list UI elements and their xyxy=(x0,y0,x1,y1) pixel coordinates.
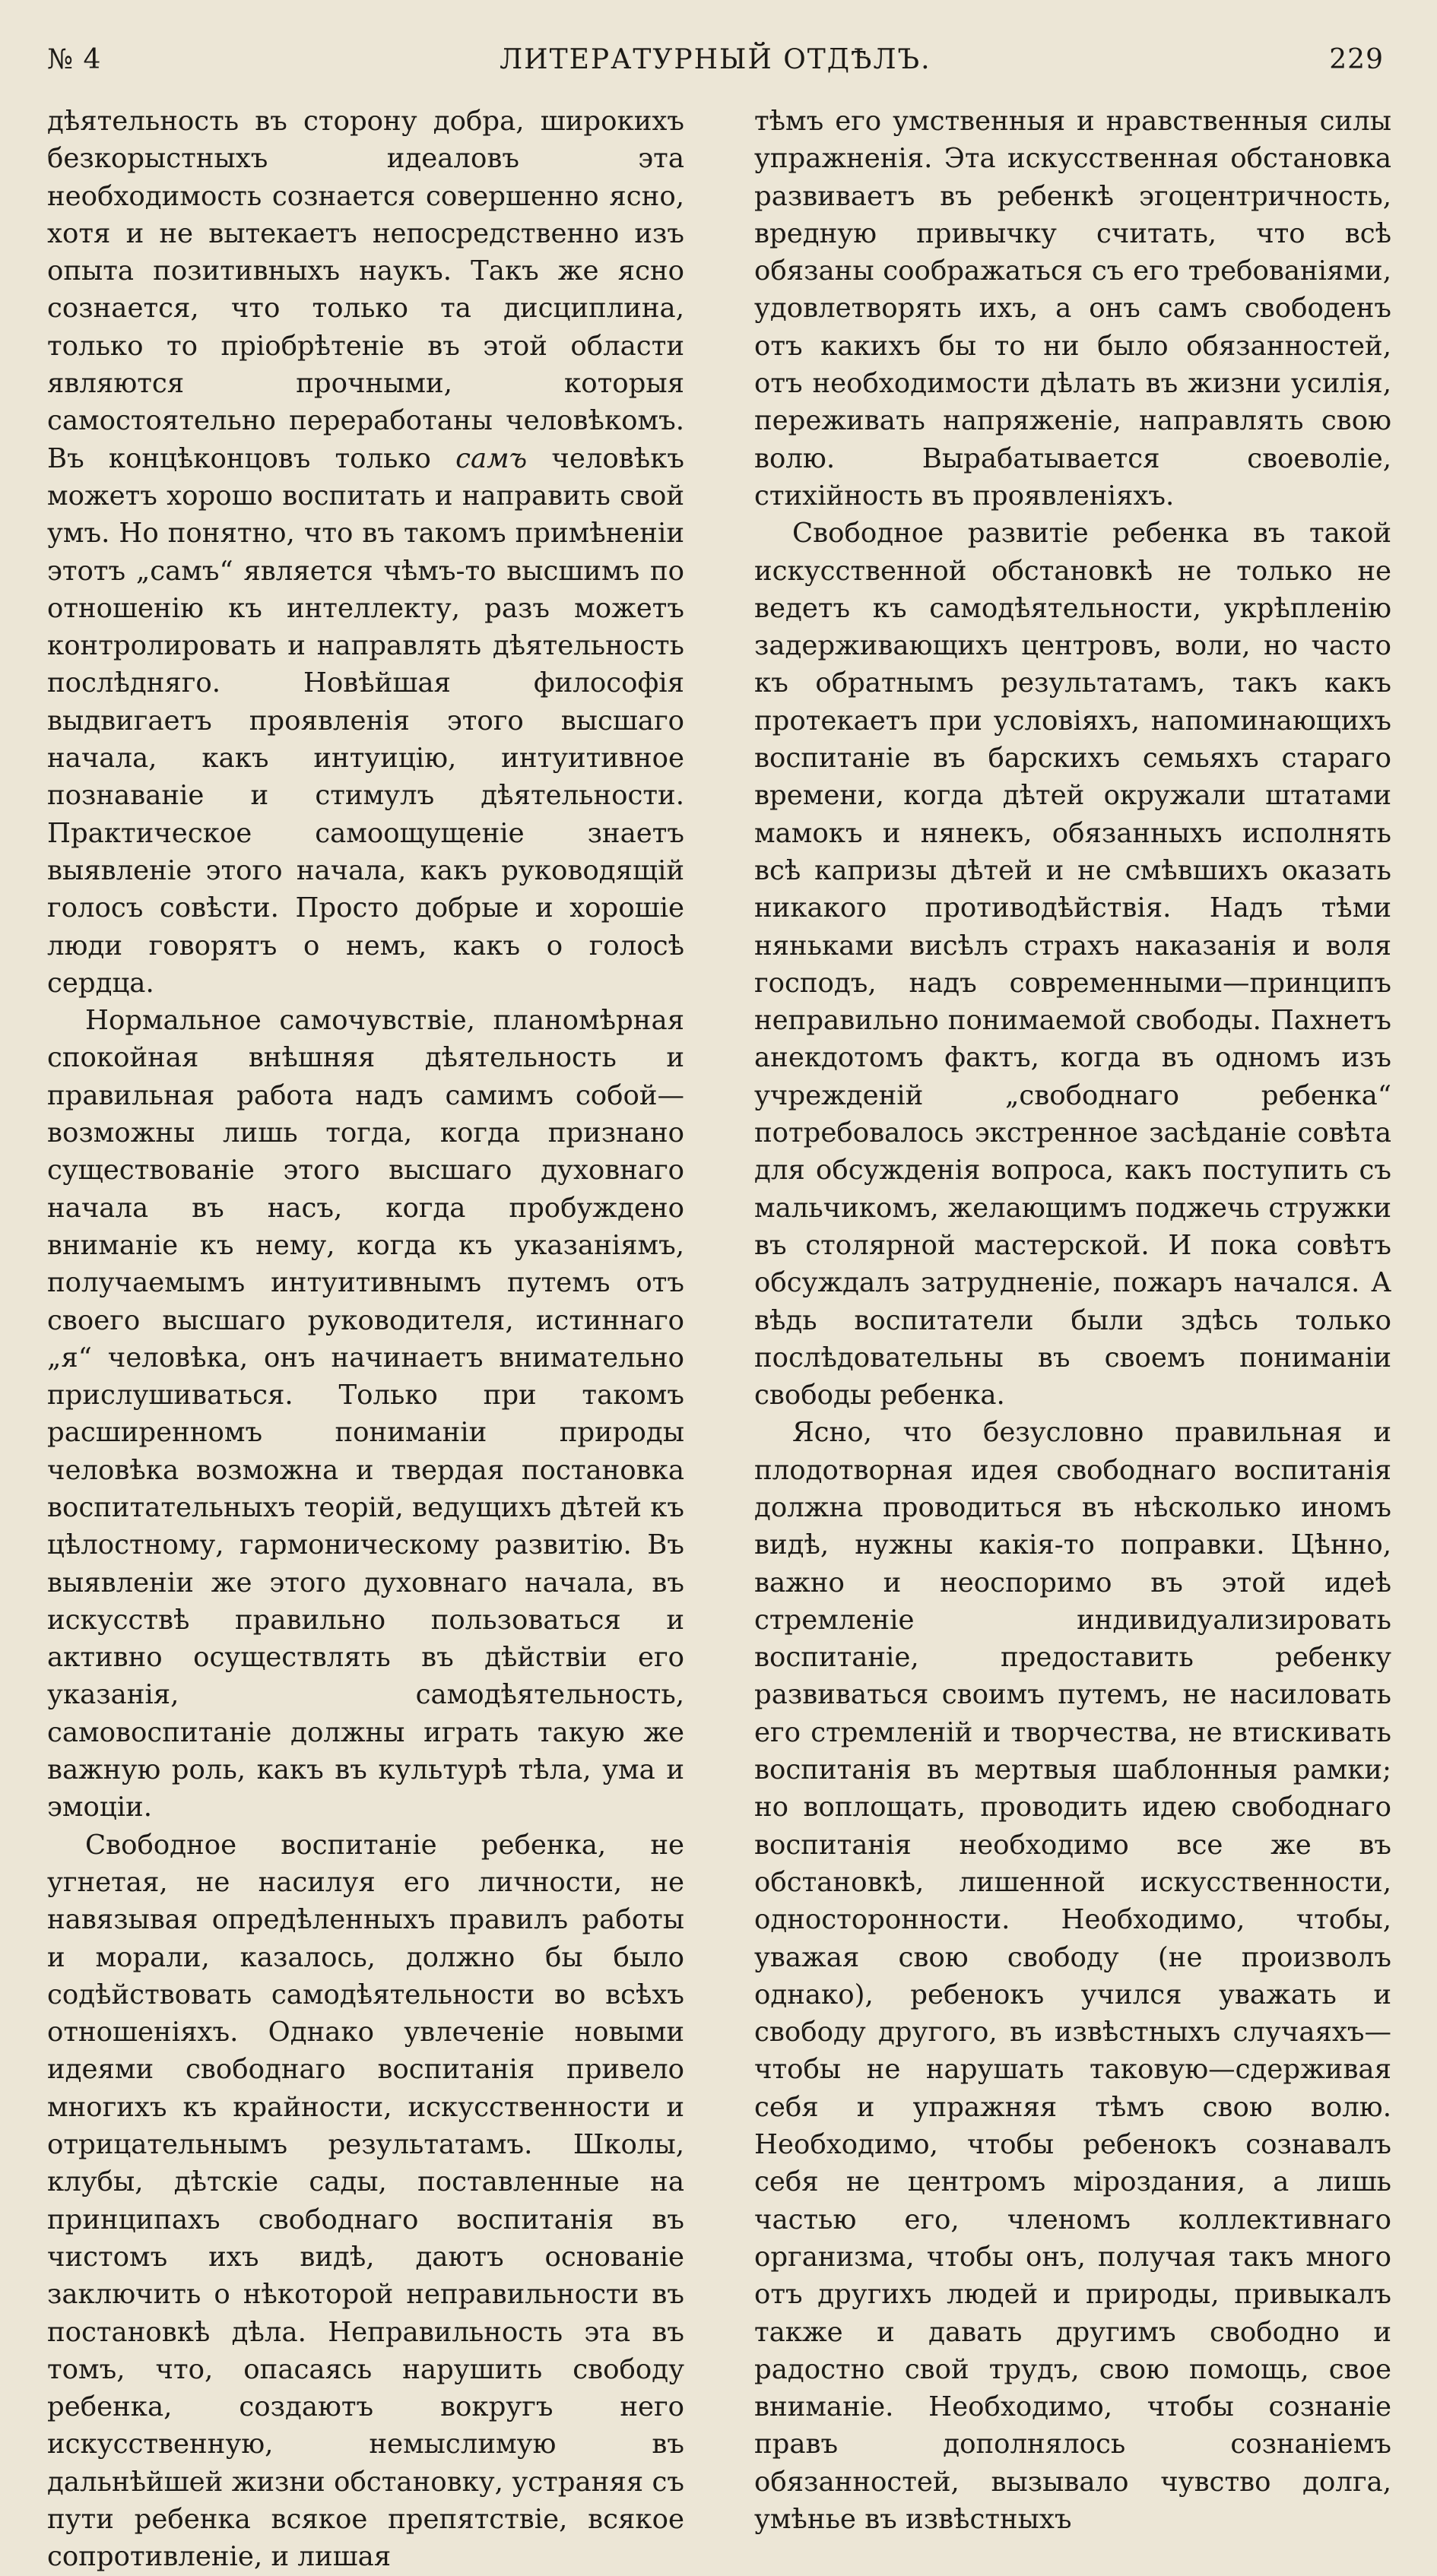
paragraph: Свободное развитіе ребенка въ такой искусственной обстановкѣ не только не ведетъ къ самодѣятельности, укрѣпленію задерживающихъ центровъ, воли, но часто къ обратнымъ результатамъ, такъ какъ протекаетъ при условіяхъ, напоминающихъ воспитаніе въ барскихъ семьяхъ стараго времени, когда дѣтей окружали штатами мамокъ и нянекъ, обязанныхъ исполнять всѣ капризы дѣтей и не смѣвшихъ оказать никакого противодѣйствія. Надъ тѣми няньками висѣлъ страхъ наказанія и воля господъ, надъ современными—принципъ неправильно понимаемой свободы. Пахнетъ анекдотомъ фактъ, когда въ одномъ изъ учрежденій „свободнаго ребенка“ потребовалось экстренное засѣданіе совѣта для обсужденія вопроса, какъ поступить съ мальчикомъ, желающимъ поджечь стружки въ столярной мастерской. И пока совѣтъ обсуждалъ затрудненіе, пожаръ начался. А вѣдь воспитатели были здѣсь только послѣдовательны въ своемъ пониманіи свободы ребенка. xyxy=(754,518,1391,1412)
paragraph: Ясно, что безусловно правильная и плодотворная идея свободнаго воспитанія должна проводиться въ нѣсколько иномъ видѣ, нужны какія-то поправки. Цѣнно, важно и неоспоримо въ этой идеѣ стремленіе индивидуализировать воспитаніе, предоставить ребенку развиваться своимъ путемъ, не насиловать его стремленій и творчества, не втискивать воспитанія въ мертвыя шаблонныя рамки; но воплощать, проводить идею свободнаго воспитанія необходимо все же въ обстановкѣ, лишенной искусственности, односторонности. Необходимо, чтобы, уважая свою свободу (не произволъ однако), ребенокъ учился уважать и свободу другого, въ извѣстныхъ случаяхъ—чтобы не нарушать таковую—сдерживая себя и упражняя тѣмъ свою волю. Необходимо, чтобы ребенокъ сознавалъ себя не центромъ міроздания, а лишь частью его, членомъ коллективнаго организма, чтобы онъ, получая такъ много отъ другихъ людей и природы, привыкалъ также и давать другимъ свободно и радостно свой трудъ, свою помощь, свое вниманіе. Необходимо, чтобы сознаніе правъ дополнялось сознаніемъ обязанностей, вызывало чувство долга, умѣнье въ извѣстныхъ xyxy=(754,1417,1391,2535)
text-columns xyxy=(47,103,1391,2576)
text-run: дѣятельность въ сторону добра, широкихъ безкорыстныхъ идеаловъ эта необходимость сознается совершенно ясно, хотя и не вытекаетъ непосредственно изъ опыта позитивныхъ наукъ. Такъ же ясно сознается, что только та дисциплина, только то пріобрѣтеніе въ этой области являются прочными, которыя самостоятельно переработаны человѣкомъ. Въ концѣконцовъ только xyxy=(47,106,684,474)
paragraph: Нормальное самочувствіе, планомѣрная спокойная внѣшняя дѣятельность и правильная работа надъ самимъ собой—возможны лишь тогда, когда признано существованіе этого высшаго духовнаго начала въ насъ, когда пробуждено вниманіе къ нему, когда къ указаніямъ, получаемымъ интуитивнымъ путемъ отъ своего высшаго руководителя, истиннаго „я“ человѣка, онъ начинаетъ внимательно прислушиваться. Только при такомъ расширенномъ пониманіи природы человѣка возможна и твердая постановка воспитательныхъ теорій, ведущихъ дѣтей къ цѣлостному, гармоническому развитію. Въ выявленіи же этого духовнаго начала, въ искусствѣ правильно пользоваться и активно осуществлять въ дѣйствіи его указанія, самодѣятельность, самовоспитаніе должны играть такую же важную роль, какъ въ культурѣ тѣла, ума и эмоціи. xyxy=(47,1005,684,1823)
emphasis: самъ xyxy=(455,442,528,474)
right-column xyxy=(754,103,1391,2576)
paragraph: Свободное воспитаніе ребенка, не угнетая, не насилуя его личности, не навязывая опредѣленныхъ правилъ работы и морали, казалось, должно бы было содѣйствовать самодѣятельности во всѣхъ отношеніяхъ. Однако увлеченіе новыми идеями свободнаго воспитанія привело многихъ къ крайности, искусственности и отрицательнымъ результатамъ. Школы, клубы, дѣтскіе сады, поставленные на принципахъ свободнаго воспитанія въ чистомъ ихъ видѣ, даютъ основаніе заключить о нѣкоторой неправильности въ постановкѣ дѣла. Неправильность эта въ томъ, что, опасаясь нарушить свободу ребенка, создаютъ вокругъ него искусственную, немыслимую въ дальнѣйшей жизни обстановку, устраняя съ пути ребенка всякое препятствіе, всякое сопротивленіе, и лишая xyxy=(47,1829,684,2573)
text-run: человѣкъ можетъ хорошо воспитать и направить свой умъ. Но понятно, что въ такомъ примѣненіи этотъ „самъ“ является чѣмъ-то высшимъ по отношенію къ интеллекту, разъ можетъ контролировать и направлять дѣятельность послѣдняго. Новѣйшая философія выдвигаетъ проявленія этого высшаго начала, какъ интуицію, интуитивное познаваніе и стимулъ дѣятельности. Практическое самоощущеніе знаетъ выявленіе этого начала, какъ руководящій голосъ совѣсти. Просто добрые и хорошіе люди говорятъ о немъ, какъ о голосѣ сердца. xyxy=(47,442,684,999)
section-title: ЛИТЕРАТУРНЫЙ ОТДѢЛЪ. xyxy=(500,44,931,75)
paragraph xyxy=(47,103,684,1002)
left-column xyxy=(47,103,684,2576)
running-header xyxy=(47,44,1391,75)
paragraph: тѣмъ его умственныя и нравственныя силы упражненія. Эта искусственная обстановка развиваетъ въ ребенкѣ эгоцентричность, вредную привычку считать, что всѣ обязаны соображаться съ его требованіями, удовлетворять ихъ, а онъ самъ свободенъ отъ какихъ бы то ни было обязанностей, отъ необходимости дѣлать въ жизни усилія, переживать напряженіе, направлять свою волю. Вырабатывается своеволіе, стихійность въ проявленіяхъ. xyxy=(754,106,1391,512)
page-number: 229 xyxy=(1329,44,1384,75)
issue-number: № 4 xyxy=(47,44,102,75)
